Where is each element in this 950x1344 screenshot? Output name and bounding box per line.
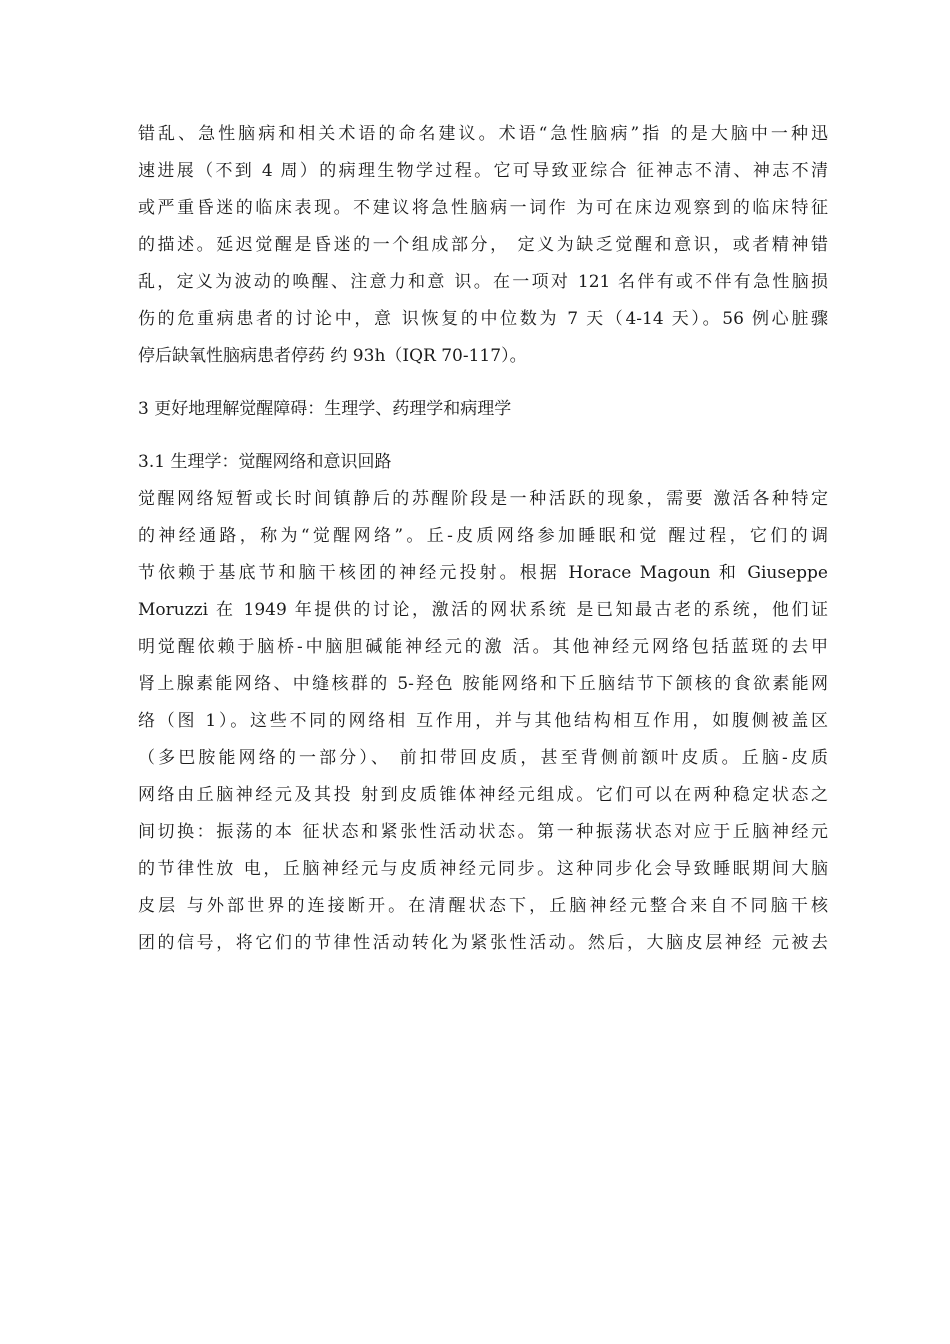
text-line: 乱，定义为波动的唤醒、注意力和意 识。在一项对 121 名伴有或不伴有急性脑损 <box>138 272 828 292</box>
subsection-heading: 3.1 生理学：觉醒网络和意识回路 <box>138 452 392 472</box>
text-line: 停后缺氧性脑病患者停药 约 93h（IQR 70-117）。 <box>138 346 527 366</box>
text-line: 节依赖于基底节和脑干核团的神经元投射。根据 Horace Magoun 和 Giuseppe <box>138 563 828 583</box>
paragraph-1 <box>138 116 828 375</box>
text-line: 皮层 与外部世界的连接断开。在清醒状态下，丘脑神经元整合来自不同脑干核 <box>138 896 828 916</box>
text-line: 错乱、急性脑病和相关术语的命名建议。术语“急性脑病”指 的是大脑中一种迅 <box>138 124 828 144</box>
document-body <box>138 116 828 962</box>
text-line: 团的信号，将它们的节律性活动转化为紧张性活动。然后，大脑皮层神经 元被去 <box>138 933 828 953</box>
text-line: （多巴胺能网络的一部分）、 前扣带回皮质，甚至背侧前额叶皮质。丘脑-皮质 <box>138 748 828 768</box>
text-line: 明觉醒依赖于脑桥-中脑胆碱能神经元的激 活。其他神经元网络包括蓝斑的去甲 <box>138 637 828 657</box>
text-line: 的节律性放 电，丘脑神经元与皮质神经元同步。这种同步化会导致睡眠期间大脑 <box>138 859 828 879</box>
text-line: 肾上腺素能网络、中缝核群的 5-羟色 胺能网络和下丘脑结节下颌核的食欲素能网 <box>138 674 828 694</box>
text-line: 的神经通路，称为“觉醒网络”。丘-皮质网络参加睡眠和觉 醒过程，它们的调 <box>138 526 828 546</box>
text-line: Moruzzi 在 1949 年提供的讨论，激活的网状系统 是已知最古老的系统，他们证 <box>138 600 828 620</box>
text-line: 间切换：振荡的本 征状态和紧张性活动状态。第一种振荡状态对应于丘脑神经元 <box>138 822 828 842</box>
text-line: 速进展（不到 4 周）的病理生物学过程。它可导致亚综合 征神志不清、神志不清 <box>138 161 828 181</box>
text-line: 络（图 1）。这些不同的网络相 互作用，并与其他结构相互作用，如腹侧被盖区 <box>138 711 828 731</box>
text-line: 觉醒网络短暂或长时间镇静后的苏醒阶段是一种活跃的现象，需要 激活各种特定 <box>138 489 828 509</box>
paragraph-2 <box>138 481 828 962</box>
text-line: 网络由丘脑神经元及其投 射到皮质锥体神经元组成。它们可以在两种稳定状态之 <box>138 785 828 805</box>
text-line: 的描述。延迟觉醒是昏迷的一个组成部分， 定义为缺乏觉醒和意识，或者精神错 <box>138 235 828 255</box>
text-line: 或严重昏迷的临床表现。不建议将急性脑病一词作 为可在床边观察到的临床特征 <box>138 198 828 218</box>
text-line: 伤的危重病患者的讨论中，意 识恢复的中位数为 7 天（4-14 天）。56 例心脏骤 <box>138 309 828 329</box>
section-heading: 3 更好地理解觉醒障碍：生理学、药理学和病理学 <box>138 399 512 419</box>
